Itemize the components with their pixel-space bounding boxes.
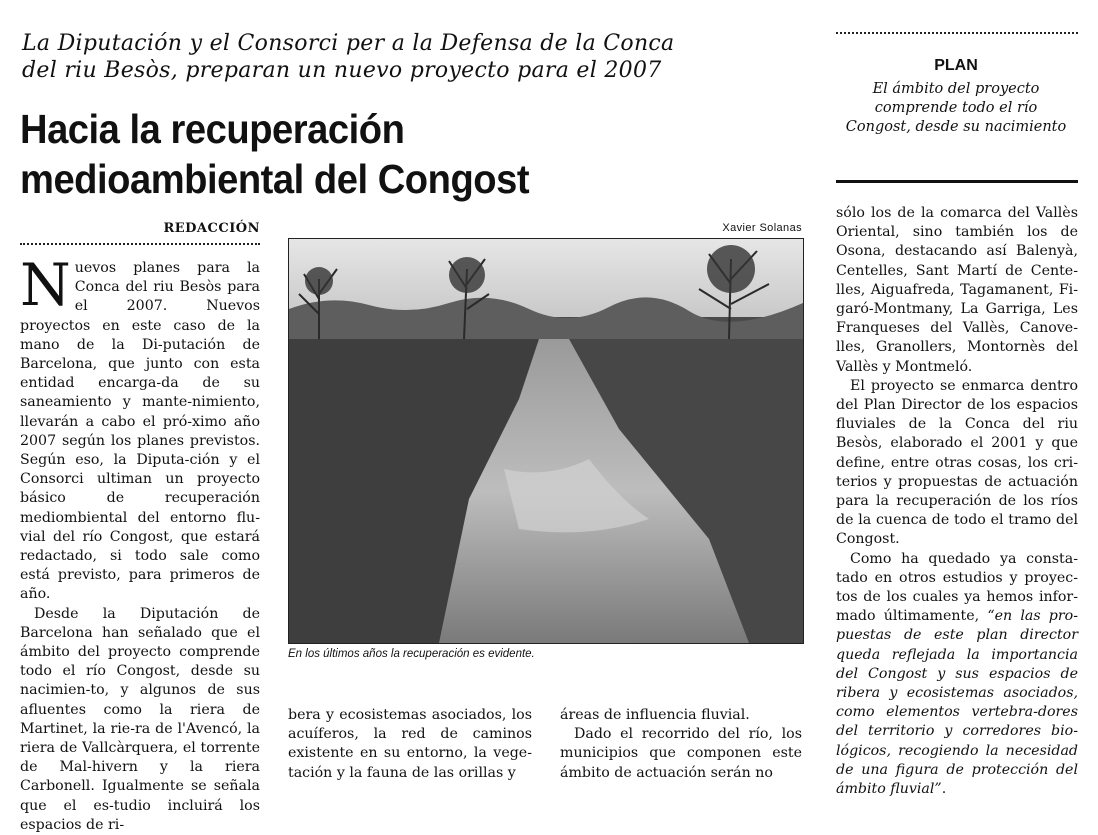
- river-photo: [288, 238, 804, 644]
- sidebar-title: PLAN: [934, 57, 978, 74]
- photo-credit: Xavier Solanas: [722, 222, 802, 234]
- paragraph-3: bera y ecosistemas asociados, los acuíferos, la red de caminos existente en su entorno, la vege-tación y la fauna de las orillas y: [288, 707, 532, 781]
- drop-cap: N: [20, 251, 71, 319]
- photo-caption: En los últimos años la recuperación es evidente.: [288, 648, 535, 660]
- column-1: [20, 251, 260, 835]
- paragraph-7: El proyecto se enmarca dentro del Plan Director de los espacios fluviales de la Conca del riu Besòs, elaborado el 2001 y que define, entre otras cosas, los cri-terios y propuestas de actuación para la recuperación de los ríos de la cuenca de todo el tramo del Congost.: [836, 377, 1078, 548]
- column-3: [560, 706, 802, 783]
- paragraph-1: Nuevos planes para la Conca del riu Besòs para el 2007. Nuevos proyectos en este caso de la mano de la Di-putación de Barcelona, que junto con esta entidad encarga-da de su saneamiento y mante-nimiento, llevarán a cabo el pró-ximo año 2007 según los planes previstos. Según eso, la Diputa-ción y el Consorci ultiman un proyecto básico de recuperación mediombiental del entorno flu-vial del río Congost, que estará redactado, si todo sale como está previsto, para primeros de año.: [20, 251, 260, 603]
- sidebar-text: El ámbito del proyecto comprende todo el río Congost, desde su nacimiento: [845, 81, 1067, 135]
- paragraph-2: Desde la Diputación de Barcelona han señalado que el ámbito del proyecto comprende todo el río Congost, desde su nacimien-to, y algunos de sus afluentes como la riera de Martinet, la rie-ra de l'Avencó, la riera de Vallcàrquera, el torrente de Mal-hivern y la riera Carbonell. Igualmente se señala que el es-tudio incluirá los espacios de ri-: [20, 605, 260, 833]
- river-landscape-image: [289, 239, 803, 643]
- byline-divider: [20, 243, 260, 245]
- column-4: [836, 204, 1078, 799]
- sidebar-bottom-divider: [836, 180, 1078, 183]
- headline: [20, 104, 764, 204]
- headline-line-1: Hacia la recuperación: [20, 106, 405, 152]
- kicker: [22, 30, 812, 84]
- paragraph-4: áreas de influencia fluvial.: [560, 707, 750, 723]
- kicker-line-1: La Diputación y el Consorci per a la Defensa de la Conca: [22, 31, 675, 56]
- headline-line-2: medioambiental del Congost: [20, 156, 530, 202]
- paragraph-5: Dado el recorrido del río, los municipios que componen este ámbito de actuación serán no: [560, 726, 802, 781]
- paragraph-6: sólo los de la comarca del Vallès Oriental, sino también los de Osona, destacando así Balenyà, Centelles, Sant Martí de Cente-lles, Aiguafreda, Tagamanent, Fi-garó-Montmany, La Garriga, Les Franqueses del Vallès, Canove-lles, Granollers, Montornès del Vallès y Montmeló.: [836, 205, 1078, 375]
- byline: REDACCIÓN: [163, 221, 260, 236]
- paragraph-8: Como ha quedado ya consta-tado en otros estudios y proyec-tos de los cuales ya hemos infor-mado últimamente, “en las pro-puestas de este plan director queda reflejada la importancia del Congost y sus espacios de ribera y ecosistemas asociados, como elementos vertebra-dores del territorio y corredores bio-lógicos, recogiendo la necesidad de una figura de protección del ámbito fluvial”.: [836, 550, 1078, 798]
- sidebar-top-divider: [836, 32, 1078, 34]
- column-2: [288, 706, 532, 783]
- quote: “en las pro-puestas de este plan director queda reflejada la importancia del Congost y sus espacios de ribera y ecosistemas asociados, como elementos vertebra-dores del territorio y corredores bio-lógicos, recogiendo la necesidad de una figura de protección del ámbito fluvial”: [836, 608, 1078, 798]
- kicker-line-2: del riu Besòs, preparan un nuevo proyecto para el 2007: [22, 58, 662, 83]
